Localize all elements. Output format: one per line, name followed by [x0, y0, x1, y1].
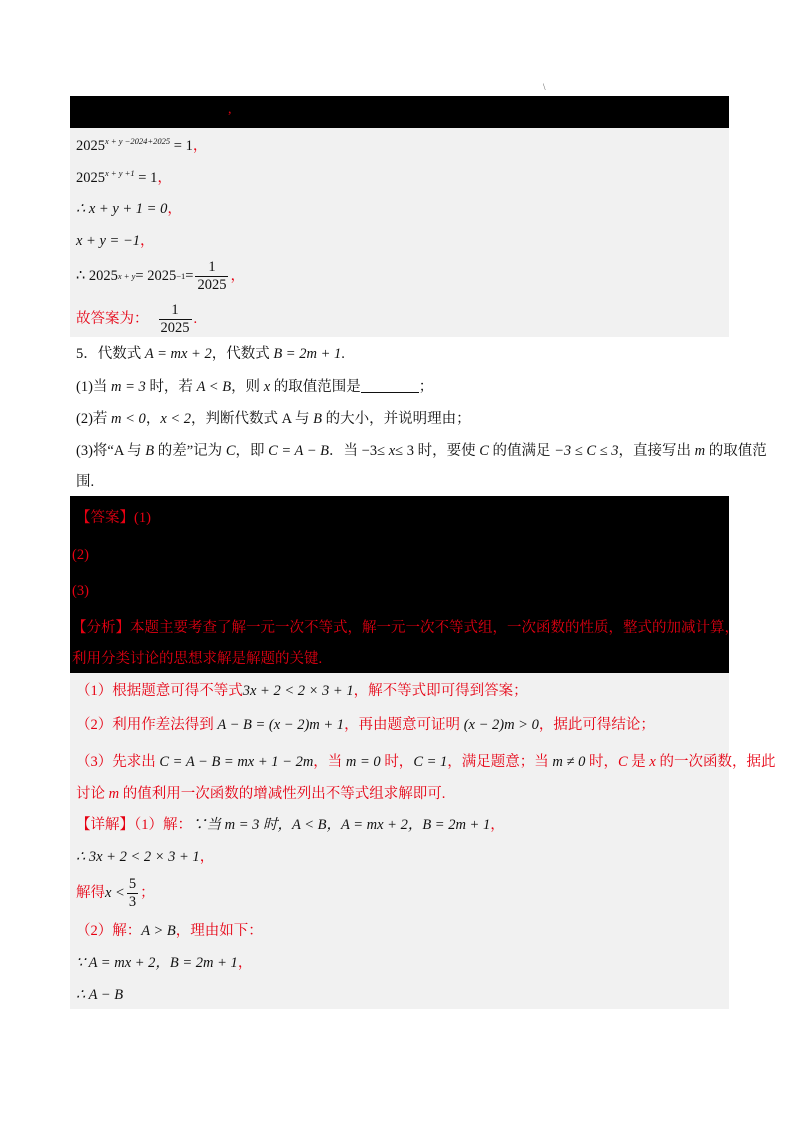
exponent: x + y +1: [105, 168, 135, 178]
prev-line-5: ∴ 2025 x + y = 2025 −1 = $\frac{1}{2025}$ ，: [76, 258, 245, 293]
answer-blank[interactable]: [361, 378, 419, 393]
question-part-3: (3)将“A 与 B 的差”记为 C，即 C = A − B．当 −3≤ x≤ 3 时，要使 C 的值满足 −3 ≤ C ≤ 3，直接写出 m 的取值范: [76, 443, 767, 459]
exponent: x + y −2024+2025: [105, 136, 171, 146]
exponent: x + y: [117, 271, 136, 281]
bar-comma: ,: [228, 102, 232, 117]
explain-2: （2）利用作差法得到 A − B = (x − 2)m + 1，再由题意可证明 (x − 2)m > 0，据此可得结论；: [76, 717, 655, 733]
detail-6: ∴ A − B: [76, 987, 124, 1003]
eq-part: ∴ 2025: [76, 268, 118, 284]
answer-part-1: 【答案】(1): [76, 510, 151, 526]
detail-1: 【详解】（1）解：∵当 m = 3 时，A < B，A = mx + 2，B = 2m + 1，: [76, 817, 505, 833]
prev-line-3: ∴ x + y + 1 = 0，: [76, 201, 182, 217]
prev-line-1: $2025^{x + y -2024+2025} = 1$，: [76, 136, 208, 154]
question-part-3-cont: 围.: [76, 474, 95, 490]
detail-4: （2）解：A > B，理由如下：: [76, 923, 263, 939]
question-part-2: (2)若 m < 0，x < 2，判断代数式 A 与 B 的大小，并说明理由；: [76, 411, 471, 427]
eq-part: =: [185, 268, 194, 284]
fraction: $\frac{1}{2025}$: [197, 258, 227, 293]
explain-3-cont: 讨论 m 的值利用一次函数的增减性列出不等式组求解即可.: [76, 786, 446, 802]
equation: ∴ x + y + 1 = 0: [76, 201, 168, 217]
detail-5: ∵ A = mx + 2，B = 2m + 1，: [76, 955, 253, 971]
answer-part-2: (2): [72, 547, 89, 563]
prev-line-2: $2025^{x + y +1} = 1$，: [76, 168, 172, 186]
eq-part: = 2025: [135, 268, 177, 284]
question-title: 5．代数式 A = mx + 2，代数式 B = 2m + 1.: [76, 346, 345, 362]
equals-one: = 1: [173, 138, 193, 154]
prev-line-4: x + y = −1，: [76, 233, 155, 249]
answer-block: [70, 496, 729, 673]
answer-tag: 【答案】: [76, 510, 134, 526]
base-2025: 2025: [76, 138, 105, 154]
detail-2: ∴ 3x + 2 < 2 × 3 + 1，: [76, 849, 215, 865]
equals-one: = 1: [138, 170, 158, 186]
answer-label: 故答案为：: [76, 311, 149, 327]
explain-3: （3）先求出 C = A − B = mx + 1 − 2m，当 m = 0 时，C = 1，满足题意；当 m ≠ 0 时，C 是 x 的一次函数，据此: [76, 754, 776, 770]
detail-3: 解得 x < $\frac{5}{3}$ ；: [76, 875, 155, 910]
equation: x + y = −1: [76, 233, 140, 249]
answer-part-3: (3): [72, 583, 89, 599]
stray-tick-mark: \: [543, 82, 546, 92]
redacted-bar-top: [70, 96, 729, 128]
analysis-line-2: 利用分类讨论的思想求解是解题的关键.: [72, 651, 323, 667]
analysis-line-1: 【分析】本题主要考查了解一元一次不等式，解一元一次不等式组，一次函数的性质，整式的加减计算，: [72, 620, 739, 636]
fraction: $\frac{1}{2025}$: [160, 301, 190, 336]
explain-1: （1）根据题意可得不等式3x + 2 < 2 × 3 + 1，解不等式即可得到答案；: [76, 683, 528, 699]
base-2025: 2025: [76, 170, 105, 186]
fraction: $\frac{5}{3}$: [128, 875, 137, 910]
answer-line: 故答案为： $\frac{1}{2025}$ .: [76, 301, 198, 336]
question-part-1: (1)当 m = 3 时，若 A < B，则 x 的取值范围是 ；: [76, 379, 434, 395]
